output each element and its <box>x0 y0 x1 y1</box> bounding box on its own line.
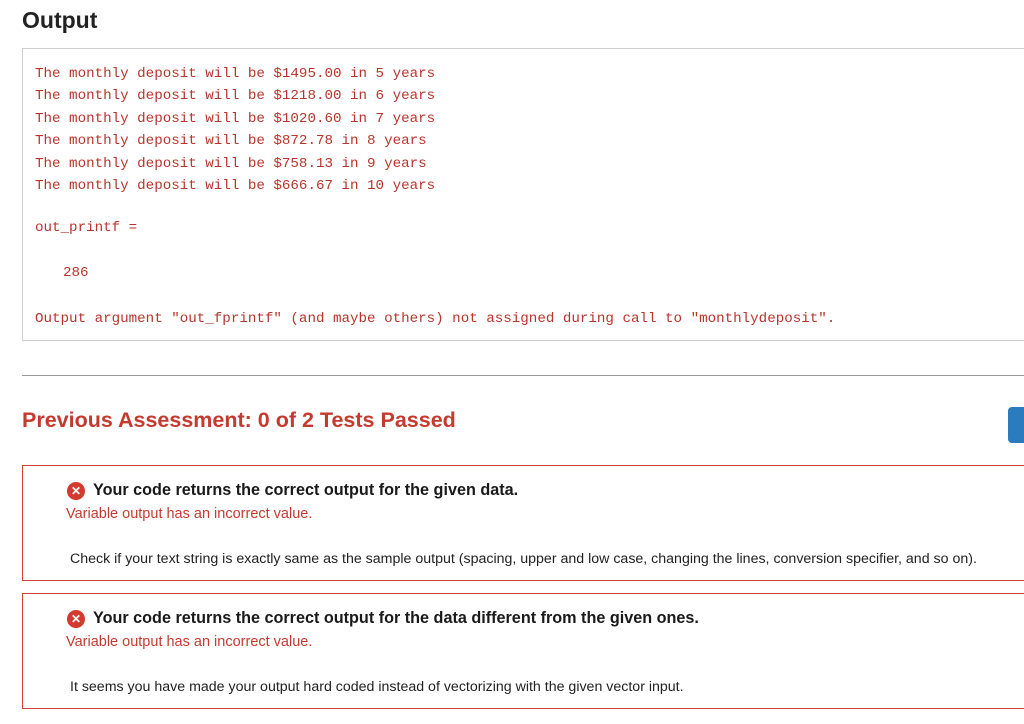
x-circle-icon: ✕ <box>67 610 85 628</box>
test-title: Your code returns the correct output for the data different from the given ones. <box>93 609 699 627</box>
test-status: Variable output has an incorrect value. <box>66 506 313 522</box>
x-circle-icon: ✕ <box>67 482 85 500</box>
assessment-title: Previous Assessment: 0 of 2 Tests Passed <box>22 408 456 432</box>
output-variable-value: 286 <box>63 265 89 281</box>
test-result-card <box>22 593 1024 709</box>
error-message: Output argument "out_fprintf" (and maybe others) not assigned during call to "monthlydeposit". <box>35 311 836 327</box>
output-heading: Output <box>22 7 98 33</box>
test-title-row <box>67 481 518 500</box>
test-title: Your code returns the correct output for the given data. <box>93 481 519 499</box>
output-text: The monthly deposit will be $1495.00 in 5 years The monthly deposit will be $1218.00 in 6 years The monthly deposit will be $1020.60 in 7 years The monthly deposit will be $872.78 in 8 years The monthly deposit will be $758.13 in 9 years The monthly deposit will be $666.67 in 10 years <box>35 66 436 195</box>
output-panel <box>22 48 1024 341</box>
test-hint: Check if your text string is exactly same as the sample output (spacing, upper and low case, changing the lines, conversion specifier, and so on). <box>70 551 977 567</box>
test-hint: It seems you have made your output hard coded instead of vectorizing with the given vector input. <box>70 679 684 695</box>
side-action-button[interactable] <box>1008 407 1024 443</box>
output-variable-name: out_printf = <box>35 220 138 236</box>
test-result-card <box>22 465 1024 581</box>
section-divider <box>22 375 1024 376</box>
test-status: Variable output has an incorrect value. <box>66 634 313 650</box>
test-title-row <box>67 609 699 628</box>
